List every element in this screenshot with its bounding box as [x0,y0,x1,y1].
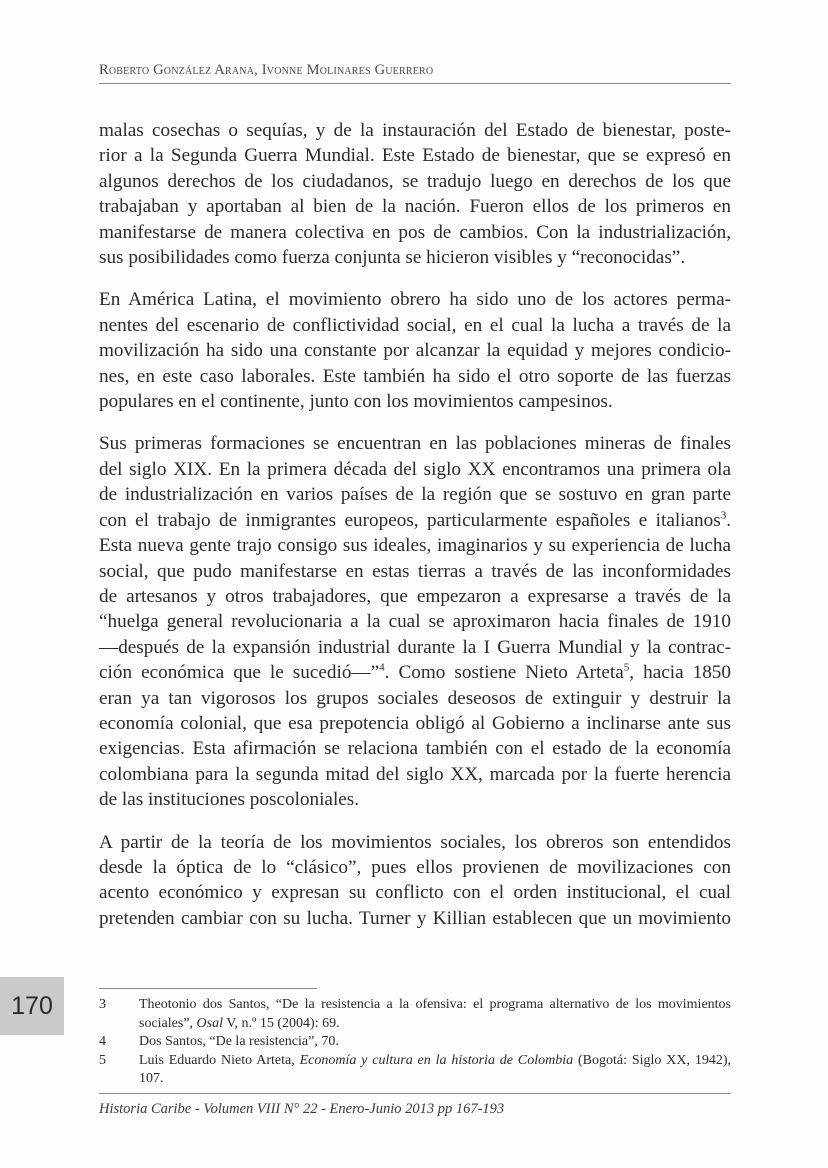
text-line: exigencias. Esta afirmación se relaciona también con el estado de la economía [99,738,731,760]
text-line: trabajaban y aportaban al bien de la nación. Fueron ellos de los primeros en [99,196,731,218]
text-segment: , hacia 1850 [629,662,731,684]
body-text [99,118,731,948]
text-line: economía colonial, que esa prepotencia obligó al Gobierno a inclinarse ante sus [99,712,731,734]
text-line: populares en el continente, junto con los movimientos campesinos. [99,391,613,413]
text-line: nes, en este caso laborales. Este también ha sido el otro soporte de las fuerzas [99,365,731,387]
text-line: Sus primeras formaciones se encuentran en las poblaciones mineras de finales [99,433,731,455]
text-line-with-footnote [99,508,731,533]
footnote-text [139,1033,731,1052]
paragraph-4 [99,830,731,932]
footer-rule [99,1093,731,1094]
footnote-italic: Economía y cultura en la historia de Colombia [299,1052,574,1068]
text-line: eran ya tan vigorosos los grupos sociales deseosos de extinguir y destruir la [99,687,731,709]
text-line: algunos derechos de los ciudadanos, se tradujo luego en derechos de los que [99,170,731,192]
text-line: “huelga general revolucionaria a la cual se aproximaron hacia finales de 1910 [99,611,731,633]
text-line: malas cosechas o sequías, y de la instauración del Estado de bienestar, poste- [99,120,731,141]
text-line: acento económico y expresan su conflicto con el orden institucional, el cual [99,882,731,904]
text-line-with-footnote [99,660,731,685]
text-line: social, que pudo manifestarse en estas tierras a través de las inconformidades [99,560,731,582]
text-line: A partir de la teoría de los movimientos sociales, los obreros son entendidos [99,831,731,853]
footnote-4 [99,1033,731,1052]
text-line: colombiana para la segunda mitad del siglo XX, marcada por la fuerte herencia [99,763,731,785]
text-line: manifestarse de manera colectiva en pos de cambios. Con la industrialización, [99,221,731,243]
footnote-text [139,996,731,1033]
footnote-text-part: V, n.º 15 (2004): 69. [222,1015,340,1031]
text-line: de industrialización en varios países de la región que se sostuvo en gran parte [99,484,731,506]
footnote-text-part: Dos Santos, “De la resistencia”, 70. [139,1034,339,1049]
text-line: nentes del escenario de conflictividad social, en el cual la lucha a través de la [99,314,731,336]
text-line: movilización ha sido una constante por alcanzar la equidad y mejores condicio- [99,340,731,362]
text-segment: ción económica que le sucedió—” [99,662,380,684]
footnote-number: 4 [99,1034,106,1049]
page-number: 170 [11,991,53,1020]
running-head: Roberto González Arana, Ivonne Molinares Guerrero [99,62,434,78]
paragraph-2 [99,287,731,414]
header-rule [99,83,731,84]
text-line: Esta nueva gente trajo consigo sus ideales, imaginarios y su experiencia de lucha [99,535,731,557]
text-line: En América Latina, el movimiento obrero ha sido uno de los actores perma- [99,289,731,311]
text-line: pretenden cambiar con su lucha. Turner y Killian establecen que un movimiento [99,907,731,929]
footnote-number: 5 [99,1052,106,1068]
footnote-text-part: Luis Eduardo Nieto Arteta, [139,1052,300,1068]
footnote-italic: Osal [196,1015,223,1031]
text-line: desde la óptica de lo “clásico”, pues ellos provienen de movilizaciones con [99,856,731,878]
paragraph-1 [99,118,731,270]
footnote-text-part: (Bogotá: Siglo XX, 1942), 107. [139,1052,731,1086]
footnote-5 [99,1052,731,1089]
footnote-3 [99,996,731,1033]
footnote-ref-5[interactable]: 5 [623,661,630,674]
footnote-ref-3[interactable]: 3 [720,509,727,522]
journal-footer: Historia Caribe - Volumen VIII N° 22 - Enero-Junio 2013 pp 167-193 [99,1101,505,1117]
footnote-ref-4[interactable]: 4 [379,661,385,674]
footnote-number: 3 [99,997,106,1012]
footnote-rule [99,988,317,989]
footnote-text [139,1052,731,1089]
paragraph-3 [99,431,731,812]
text-segment: . [726,509,731,531]
text-line: rior a la Segunda Guerra Mundial. Este Estado de bienestar, que se expresó en [99,145,731,167]
text-line: sus posibilidades como fuerza conjunta se hicieron visibles y “reconocidas”. [99,247,686,269]
text-segment: . Como sostiene Nieto Arteta [384,662,624,684]
text-segment: con el trabajo de inmigrantes europeos, particularmente españoles e italianos [99,509,721,531]
footnote-text-part: Theotonio dos Santos, “De la resistencia a la ofensiva: el programa alternativo de los movimientos sociales”, [139,997,731,1031]
page-number-tab [0,977,64,1035]
footnotes [99,996,731,1089]
text-line: de las instituciones poscoloniales. [99,789,360,811]
text-line: —después de la expansión industrial durante la I Guerra Mundial y la contrac- [99,636,731,658]
text-line: de artesanos y otros trabajadores, que empezaron a expresarse a través de la [99,585,731,607]
text-line: del siglo XIX. En la primera década del siglo XX encontramos una primera ola [99,458,731,480]
